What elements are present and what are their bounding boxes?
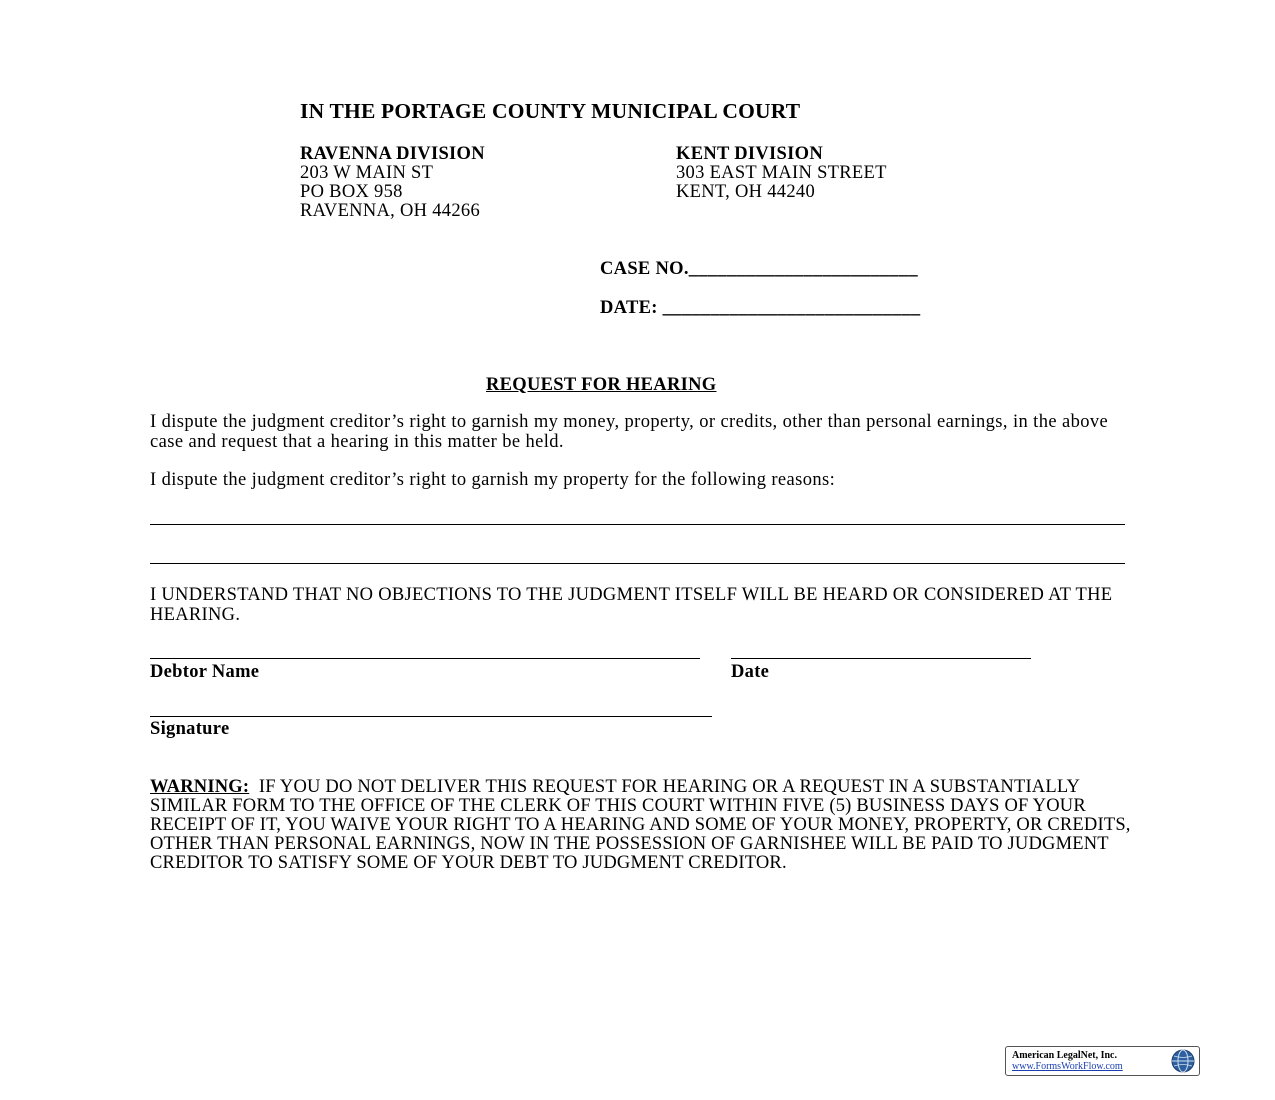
date-label: Date [731, 662, 770, 682]
reason-line-1[interactable] [150, 524, 1125, 525]
signature-line[interactable] [150, 716, 712, 717]
dispute-reasons-paragraph: I dispute the judgment creditor’s right to garnish my property for the following reasons: [150, 470, 836, 490]
logo-company-name: American LegalNet, Inc. [1012, 1050, 1117, 1061]
dispute-general-paragraph: I dispute the judgment creditor’s right to garnish my money, property, or credits, other than personal earnings, in the above case and request that a hearing in this matter be held. [150, 412, 1109, 452]
warning-notice [150, 778, 1140, 873]
kent-division-name: KENT DIVISION [676, 144, 823, 164]
logo-url-link[interactable]: www.FormsWorkFlow.com [1012, 1061, 1123, 1072]
reason-line-2[interactable] [150, 563, 1125, 564]
kent-address-line: KENT, OH 44240 [676, 182, 815, 202]
debtor-name-label: Debtor Name [150, 662, 260, 682]
ravenna-address-line: RAVENNA, OH 44266 [300, 201, 481, 221]
signature-date-line[interactable] [731, 658, 1031, 659]
kent-address-line: 303 EAST MAIN STREET [676, 163, 887, 183]
kent-division-address [676, 145, 887, 202]
document-title: REQUEST FOR HEARING [486, 375, 717, 395]
understand-statement: I UNDERSTAND THAT NO OBJECTIONS TO THE JUDGMENT ITSELF WILL BE HEARD OR CONSIDERED AT THE HEARING. [150, 585, 1113, 625]
american-legalnet-logo[interactable] [1005, 1046, 1200, 1076]
ravenna-division-name: RAVENNA DIVISION [300, 144, 485, 164]
warning-text: IF YOU DO NOT DELIVER THIS REQUEST FOR HEARING OR A REQUEST IN A SUBSTANTIALLY SIMILAR FORM TO THE OFFICE OF THE CLERK OF THIS COURT WITHIN FIVE (5) BUSINESS DAYS OF YOUR RECEIPT OF IT, YOU WAIVE YOUR RIGHT TO A HEARING AND SOME OF YOUR MONEY, PROPERTY, OR CREDITS, OTHER THAN PERSONAL EARNINGS, NOW IN THE POSSESSION OF GARNISHEE WILL BE PAID TO JUDGMENT CREDITOR TO SATISFY SOME OF YOUR DEBT TO JUDGMENT CREDITOR. [150, 777, 1131, 873]
debtor-name-line[interactable] [150, 658, 700, 659]
warning-label: WARNING: [150, 777, 250, 797]
court-title: IN THE PORTAGE COUNTY MUNICIPAL COURT [300, 99, 801, 123]
date-field[interactable]: DATE: ___________________________ [600, 298, 921, 318]
globe-icon [1171, 1049, 1195, 1073]
case-number-field[interactable]: CASE NO.________________________ [600, 259, 918, 279]
ravenna-address-line: 203 W MAIN ST [300, 163, 434, 183]
signature-label: Signature [150, 719, 230, 739]
ravenna-address-line: PO BOX 958 [300, 182, 403, 202]
ravenna-division-address [300, 145, 485, 221]
